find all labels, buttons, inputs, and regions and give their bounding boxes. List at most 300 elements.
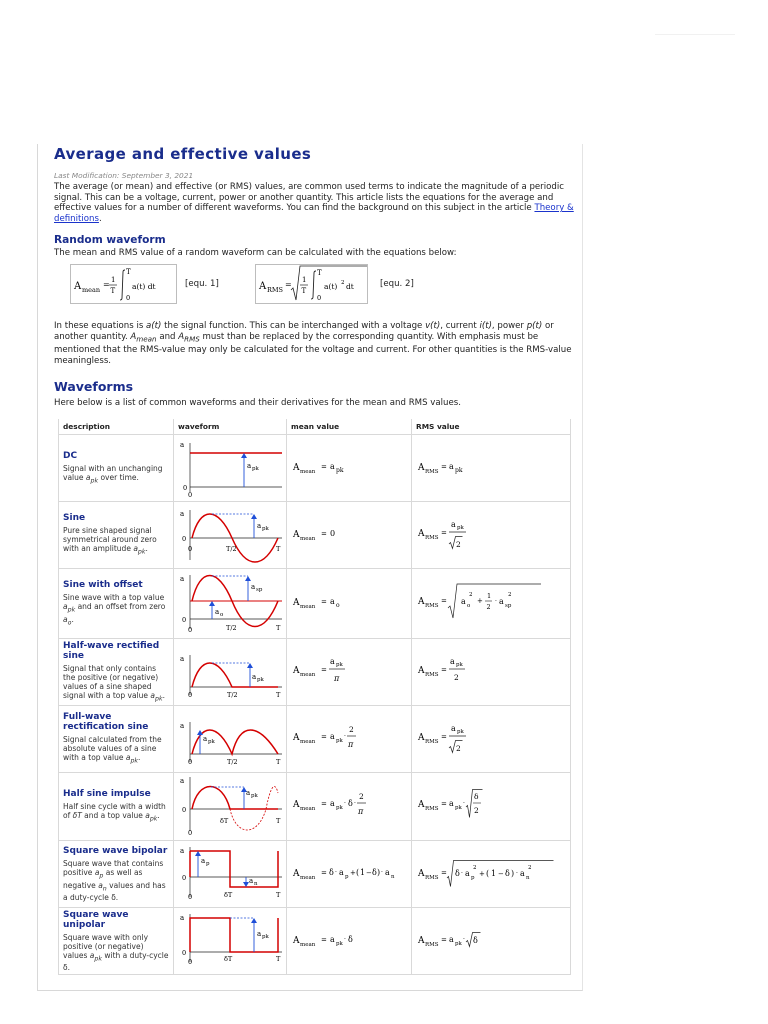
square-bipolar-mean-formula	[291, 858, 407, 888]
svg-text:=: =	[321, 665, 327, 674]
svg-text:a: a	[257, 929, 262, 938]
description-cell	[59, 569, 174, 639]
svg-text:pk: pk	[336, 661, 343, 668]
svg-text:=: =	[441, 800, 447, 808]
waveform-cell	[174, 569, 287, 639]
svg-text:T: T	[276, 954, 281, 963]
svg-text:=: =	[103, 280, 110, 289]
svg-text:·: ·	[516, 869, 518, 877]
sine-offset-rms-formula	[416, 580, 566, 624]
svg-text:2: 2	[456, 539, 461, 549]
half-sine-impulse-waveform	[178, 773, 282, 837]
rms-value-cell	[412, 706, 571, 773]
svg-text:δ: δ	[348, 934, 353, 944]
svg-text:n: n	[254, 880, 258, 887]
svg-text:a: a	[201, 856, 206, 865]
svg-text:δ: δ	[505, 868, 510, 878]
svg-text:·: ·	[335, 868, 337, 876]
rms-value-cell	[412, 773, 571, 841]
svg-text:pk: pk	[262, 933, 269, 940]
svg-text:mean: mean	[300, 941, 316, 948]
equation-1	[71, 265, 176, 303]
svg-text:=: =	[321, 529, 327, 538]
svg-text:1: 1	[491, 868, 497, 878]
svg-text:A: A	[418, 868, 425, 879]
svg-text:2: 2	[528, 864, 532, 871]
waveform-name: Full-wave rectification sine	[63, 712, 149, 733]
explanation-paragraph: In these equations is a(t) the signal function. This can be interchanged with a voltage v(t), current i(t), power p(t) or another quantity. $A_{mean}$ and $A_{RMS}$ must than be replaced by the corresponding quantity. With emphasis must be mentioned that the RMS-value may only be calculated for the voltage and current. For other quantities is the RMS-value meaningless.	[54, 321, 572, 366]
svg-text:δ: δ	[473, 935, 478, 945]
table-row-half-wave	[59, 639, 571, 706]
svg-text:2: 2	[349, 724, 354, 734]
svg-text:a: a	[249, 876, 254, 885]
svg-text:p: p	[206, 860, 210, 867]
svg-text:0: 0	[330, 528, 336, 538]
svg-text:pk: pk	[455, 805, 462, 811]
svg-text:1: 1	[302, 276, 307, 284]
waveform-name: DC	[63, 450, 78, 461]
svg-text:δT: δT	[224, 954, 233, 963]
svg-text:a(t): a(t)	[324, 282, 338, 291]
equation-2-ref: [equ. 2]	[380, 279, 414, 289]
waveform-description: Sine wave with a top value $a_{pk}$ and an offset from zero $a_o$.	[63, 593, 166, 626]
svg-text:pk: pk	[336, 737, 343, 744]
svg-text:0: 0	[182, 873, 187, 882]
svg-text:a: a	[257, 521, 262, 530]
svg-text:δ: δ	[348, 799, 353, 808]
svg-text:2: 2	[473, 864, 477, 871]
svg-text:a: a	[180, 654, 185, 663]
svg-text:0: 0	[188, 757, 193, 766]
svg-text:T/2: T/2	[227, 757, 238, 766]
col-rms-value: RMS value	[412, 419, 571, 435]
intro-paragraph: The average (or mean) and effective (or RMS) values, are common used terms to indicate the magnitude of a periodic signal. This can be a voltage, current, power or another quantity. This article lists the equations for the average and effective values for a number of different waveforms. You can find the background on this subject in the article Theory & definitions.	[54, 182, 574, 224]
svg-text:mean: mean	[300, 806, 316, 812]
svg-text:=: =	[285, 280, 292, 289]
svg-text:0: 0	[183, 483, 188, 492]
waveform-cell	[174, 639, 287, 706]
svg-text:pk: pk	[208, 738, 215, 745]
svg-text:pk: pk	[251, 793, 258, 799]
svg-text:RMS: RMS	[425, 738, 439, 745]
half-wave-mean-formula	[291, 651, 395, 691]
rms-value-cell	[412, 841, 571, 908]
svg-text:a: a	[385, 867, 390, 877]
article-page	[37, 144, 583, 991]
svg-text:−: −	[498, 869, 504, 878]
svg-text:a: a	[450, 656, 455, 666]
svg-text:=: =	[321, 935, 327, 944]
svg-text:2: 2	[456, 743, 461, 753]
waveform-description: Half sine cycle with a width of δT and a top value $a_{pk}$.	[63, 802, 166, 823]
svg-text:π: π	[358, 807, 364, 816]
sine-offset-mean-formula	[291, 587, 395, 617]
dc-rms-formula	[416, 452, 566, 482]
svg-text:0: 0	[182, 948, 187, 957]
sine-mean-formula	[291, 519, 395, 549]
svg-text:p: p	[471, 874, 475, 881]
svg-text:A: A	[418, 528, 425, 539]
mean-value-cell	[287, 773, 412, 841]
svg-text:RMS: RMS	[425, 603, 439, 609]
svg-text:): )	[511, 868, 515, 878]
svg-text:pk: pk	[456, 661, 463, 668]
svg-text:a: a	[330, 731, 335, 741]
svg-text:+: +	[477, 597, 483, 605]
svg-text:sp: sp	[256, 587, 263, 593]
svg-text:a: a	[215, 608, 220, 616]
svg-text:A: A	[293, 665, 300, 676]
svg-text:(: (	[356, 867, 360, 877]
waveform-description: Signal that only contains the positive (or negative) values of a sine shaped signal with a top value $a_{pk}$.	[63, 663, 165, 703]
svg-text:pk: pk	[257, 676, 264, 683]
svg-text:A: A	[418, 732, 425, 743]
svg-text:A: A	[293, 462, 300, 473]
svg-text:=: =	[321, 462, 327, 471]
waveforms-table	[58, 419, 571, 975]
table-row-half-sine-impulse	[59, 773, 571, 841]
waveform-description: Signal with an unchanging value $a_{pk}$ over time.	[63, 463, 163, 485]
svg-text:a: a	[449, 799, 454, 808]
svg-text:T/2: T/2	[226, 624, 237, 632]
svg-text:A: A	[259, 281, 267, 292]
mean-value-cell	[287, 908, 412, 975]
svg-text:T: T	[276, 817, 281, 825]
mean-value-cell	[287, 435, 412, 502]
svg-text:pk: pk	[336, 466, 344, 474]
svg-text:A: A	[418, 597, 425, 607]
svg-text:A: A	[293, 529, 300, 540]
svg-text:T: T	[276, 624, 281, 632]
svg-text:2: 2	[454, 672, 459, 682]
table-row-sine-offset	[59, 569, 571, 639]
svg-text:·: ·	[463, 935, 465, 943]
col-waveform: waveform	[174, 419, 287, 435]
page-title: Average and effective values	[54, 145, 312, 163]
svg-text:π: π	[334, 673, 340, 683]
half-sine-impulse-mean-formula	[291, 785, 395, 825]
svg-text:0: 0	[182, 616, 187, 624]
waveform-description: Square wave that contains positive $a_p$ as well as negative $a_n$ values and has a duty-cycle δ.	[63, 859, 166, 902]
svg-text:1: 1	[111, 276, 116, 284]
col-mean-value: mean value	[287, 419, 412, 435]
waveform-cell	[174, 908, 287, 975]
svg-text:): )	[377, 867, 381, 877]
svg-text:=: =	[441, 462, 447, 471]
mean-value-cell	[287, 706, 412, 773]
rms-value-cell	[412, 908, 571, 975]
svg-text:T: T	[276, 544, 281, 553]
mean-value-cell	[287, 841, 412, 908]
description-cell	[59, 773, 174, 841]
svg-text:pk: pk	[336, 805, 343, 811]
svg-text:+: +	[350, 868, 356, 877]
waveform-cell	[174, 773, 287, 841]
svg-text:mean: mean	[300, 671, 316, 678]
svg-text:A: A	[418, 800, 425, 810]
theory-definitions-link[interactable]: Theory & definitions	[54, 203, 574, 224]
svg-text:pk: pk	[457, 728, 464, 735]
svg-text:T: T	[317, 269, 322, 277]
table-row-square-unipolar	[59, 908, 571, 975]
svg-text:RMS: RMS	[425, 806, 439, 812]
svg-text:pk: pk	[455, 466, 463, 474]
svg-text:=: =	[441, 868, 447, 877]
svg-text:A: A	[74, 281, 82, 292]
svg-text:=: =	[321, 598, 327, 606]
waveform-cell	[174, 841, 287, 908]
svg-text:a: a	[251, 583, 256, 591]
svg-text:T: T	[276, 690, 281, 699]
svg-text:RMS: RMS	[267, 286, 284, 294]
svg-text:a: a	[330, 799, 335, 808]
svg-text:a: a	[451, 519, 456, 529]
svg-text:0: 0	[182, 534, 187, 543]
equation-1-ref: [equ. 1]	[185, 279, 219, 289]
svg-text:0: 0	[188, 544, 193, 553]
mean-value-cell	[287, 502, 412, 569]
square-unipolar-rms-formula	[416, 925, 566, 955]
dc-waveform	[178, 437, 282, 497]
svg-text:−: −	[366, 868, 372, 877]
svg-text:=: =	[441, 597, 447, 605]
svg-text:2: 2	[508, 592, 512, 598]
description-cell	[59, 502, 174, 569]
waveforms-heading: Waveforms	[54, 379, 134, 394]
svg-text:2: 2	[359, 792, 364, 801]
svg-text:0: 0	[188, 892, 193, 901]
svg-text:T: T	[126, 268, 131, 276]
table-row-full-wave	[59, 706, 571, 773]
half-wave-rms-formula	[416, 651, 566, 691]
svg-text:dt: dt	[346, 282, 354, 291]
svg-text:a: a	[465, 868, 470, 878]
random-waveform-text: The mean and RMS value of a random waveform can be calculated with the equations below:	[54, 248, 457, 258]
svg-text:0: 0	[317, 294, 322, 302]
sine-rms-formula	[416, 514, 566, 554]
svg-text:a: a	[520, 868, 525, 878]
svg-text:o: o	[467, 603, 471, 609]
description-cell	[59, 706, 174, 773]
svg-text:RMS: RMS	[425, 671, 439, 678]
mean-value-cell	[287, 569, 412, 639]
equation-1-box	[70, 264, 177, 304]
svg-text:T/2: T/2	[226, 544, 237, 553]
svg-text:pk: pk	[336, 940, 343, 947]
svg-text:sp: sp	[505, 603, 512, 609]
svg-text:=: =	[321, 732, 327, 741]
svg-text:δT: δT	[220, 817, 229, 825]
svg-text:·: ·	[461, 869, 463, 877]
waveform-name: Square wave unipolar	[63, 909, 129, 930]
description-cell	[59, 908, 174, 975]
svg-text:=: =	[441, 665, 447, 674]
svg-text:a: a	[461, 597, 466, 606]
half-sine-impulse-rms-formula	[416, 785, 566, 825]
svg-text:2: 2	[474, 806, 479, 815]
waveform-name: Sine	[63, 513, 86, 524]
svg-text:·: ·	[495, 598, 497, 605]
col-description: description	[59, 419, 174, 435]
svg-text:A: A	[293, 868, 300, 879]
svg-text:2: 2	[486, 603, 491, 611]
svg-text:δ: δ	[329, 867, 334, 877]
svg-text:a: a	[330, 461, 335, 471]
svg-text:a: a	[180, 777, 185, 785]
svg-text:·: ·	[344, 935, 346, 943]
svg-text:0: 0	[188, 690, 193, 699]
svg-text:a: a	[180, 846, 185, 855]
waveform-name: Sine with offset	[63, 580, 143, 590]
svg-text:a: a	[203, 734, 208, 743]
square-unipolar-mean-formula	[291, 925, 395, 955]
table-row-dc	[59, 435, 571, 502]
svg-text:mean: mean	[300, 535, 316, 542]
full-wave-mean-formula	[291, 718, 395, 758]
svg-text:0: 0	[182, 806, 187, 814]
svg-text:p: p	[345, 873, 349, 880]
full-wave-waveform	[178, 708, 282, 768]
svg-text:=: =	[321, 868, 327, 877]
svg-text:·: ·	[381, 868, 383, 876]
last-modified: Last Modification: September 3, 2021	[54, 171, 194, 180]
equation-2-box	[255, 264, 368, 304]
square-bipolar-waveform	[178, 843, 282, 903]
dc-mean-formula	[291, 452, 395, 482]
waveform-description: Square wave with only positive (or negative) values $a_{pk}$ with a duty-cycle δ.	[63, 932, 169, 973]
svg-text:o: o	[220, 612, 224, 618]
svg-text:=: =	[441, 935, 447, 944]
waveform-name: Half sine impulse	[63, 789, 151, 800]
svg-text:mean: mean	[300, 874, 316, 881]
svg-text:pk: pk	[457, 524, 464, 531]
svg-text:δ: δ	[474, 792, 479, 801]
description-cell	[59, 841, 174, 908]
svg-text:·: ·	[463, 800, 465, 807]
equation-2	[256, 265, 367, 303]
svg-text:RMS: RMS	[425, 534, 439, 541]
svg-text:=: =	[441, 528, 447, 537]
svg-text:o: o	[336, 602, 340, 609]
top-rule	[655, 34, 735, 35]
svg-text:A: A	[293, 598, 300, 608]
sine-waveform	[178, 504, 282, 564]
rms-value-cell	[412, 435, 571, 502]
square-unipolar-waveform	[178, 910, 282, 970]
svg-text:A: A	[418, 462, 425, 473]
rms-value-cell	[412, 502, 571, 569]
waveform-cell	[174, 502, 287, 569]
svg-text:a(t) dt: a(t) dt	[132, 282, 156, 291]
svg-text:0: 0	[126, 294, 131, 302]
svg-text:π: π	[348, 739, 354, 749]
svg-text:a: a	[339, 867, 344, 877]
svg-text:·: ·	[344, 732, 346, 740]
svg-text:=: =	[321, 800, 327, 808]
rms-value-cell	[412, 569, 571, 639]
waveform-description: Pure sine shaped signal symmetrical around zero with an amplitude $a_{pk}$.	[63, 526, 157, 556]
rms-value-cell	[412, 639, 571, 706]
svg-text:pk: pk	[252, 465, 259, 472]
svg-text:a: a	[180, 721, 185, 730]
svg-text:2: 2	[341, 280, 345, 286]
svg-text:a: a	[330, 597, 335, 606]
svg-text:A: A	[418, 665, 425, 676]
svg-text:T: T	[276, 757, 281, 766]
svg-text:mean: mean	[82, 286, 101, 294]
svg-text:T: T	[110, 287, 116, 295]
svg-text:a: a	[247, 461, 252, 470]
svg-text:T: T	[301, 287, 307, 295]
waveform-description: Signal calculated from the absolute values of a sine with a top value $a_{pk}$.	[63, 735, 162, 765]
svg-text:0: 0	[188, 626, 193, 634]
svg-text:2: 2	[469, 592, 473, 598]
svg-text:·: ·	[344, 800, 346, 807]
svg-text:0: 0	[188, 490, 193, 497]
svg-text:1: 1	[487, 592, 492, 600]
svg-text:mean: mean	[300, 468, 316, 475]
svg-text:a: a	[449, 461, 454, 471]
svg-text:RMS: RMS	[425, 941, 439, 948]
svg-text:0: 0	[188, 829, 193, 837]
svg-text:mean: mean	[300, 738, 316, 745]
waveform-name: Half-wave rectified sine	[63, 640, 160, 661]
svg-text:A: A	[418, 935, 425, 946]
svg-text:pk: pk	[262, 525, 269, 532]
table-header-row	[59, 419, 571, 435]
svg-text:a: a	[180, 913, 185, 922]
svg-text:a: a	[330, 656, 335, 666]
description-cell	[59, 639, 174, 706]
table-row-square-bipolar	[59, 841, 571, 908]
svg-text:mean: mean	[300, 604, 316, 610]
svg-text:=: =	[441, 732, 447, 741]
svg-text:1: 1	[360, 867, 366, 877]
waveforms-text: Here below is a list of common waveforms and their derivatives for the mean and RMS values.	[54, 398, 461, 408]
svg-text:a: a	[451, 723, 456, 733]
svg-text:A: A	[293, 732, 300, 743]
svg-text:pk: pk	[455, 940, 462, 947]
sine-offset-waveform	[178, 569, 282, 635]
svg-text:δT: δT	[224, 890, 233, 899]
svg-text:0: 0	[188, 957, 193, 966]
waveform-cell	[174, 435, 287, 502]
waveform-name: Square wave bipolar	[63, 846, 168, 856]
svg-text:·: ·	[354, 800, 356, 807]
waveform-cell	[174, 706, 287, 773]
svg-text:a: a	[330, 934, 335, 944]
random-waveform-heading: Random waveform	[54, 234, 166, 246]
svg-text:a: a	[180, 509, 185, 518]
full-wave-rms-formula	[416, 718, 566, 758]
svg-text:δ: δ	[455, 868, 460, 878]
svg-text:a: a	[246, 789, 251, 797]
svg-text:a: a	[499, 597, 504, 606]
svg-text:RMS: RMS	[425, 874, 439, 881]
svg-text:(: (	[486, 868, 490, 878]
table-row-sine	[59, 502, 571, 569]
half-wave-waveform	[178, 641, 282, 701]
svg-text:A: A	[293, 800, 300, 810]
svg-text:δ: δ	[372, 867, 377, 877]
svg-text:a: a	[252, 672, 257, 681]
svg-text:A: A	[293, 935, 300, 946]
square-bipolar-rms-formula	[416, 856, 556, 890]
svg-text:a: a	[449, 934, 454, 944]
svg-text:a: a	[180, 575, 185, 583]
svg-text:RMS: RMS	[425, 468, 439, 475]
description-cell	[59, 435, 174, 502]
